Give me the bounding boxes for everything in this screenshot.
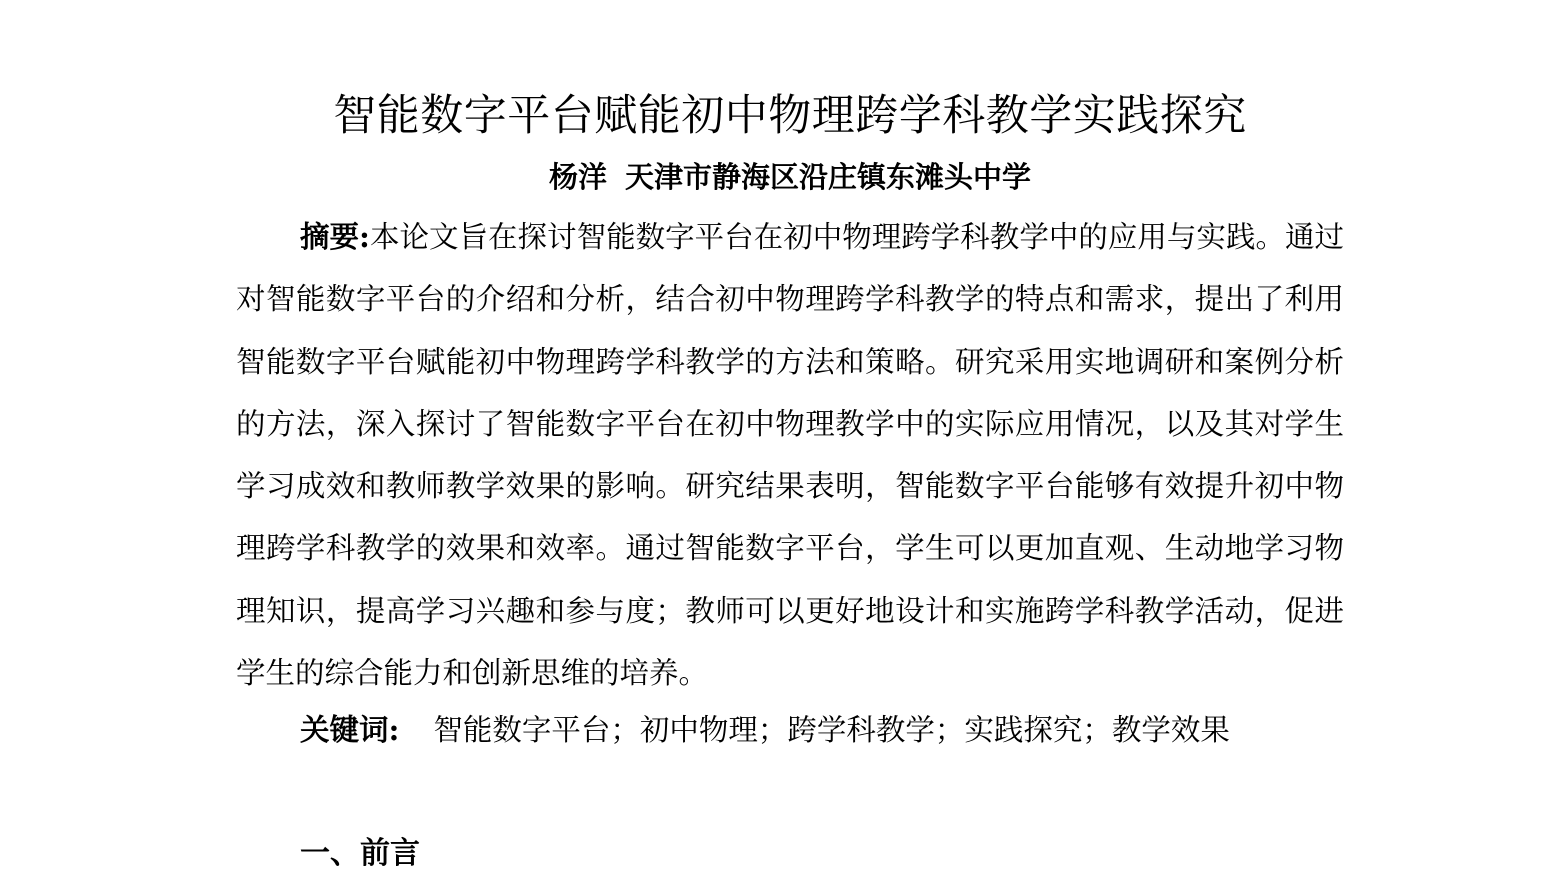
abstract-label: 摘要: [300,219,370,254]
paper-title: 智能数字平台赋能初中物理跨学科教学实践探究 [333,91,1247,141]
keywords-line [300,700,1230,760]
abstract-paragraph [236,206,1344,704]
author-affiliation: 天津市静海区沿庄镇东滩头中学 [625,160,1032,194]
keywords-label: 关键词: [300,712,400,747]
abstract-text: 本论文旨在探讨智能数字平台在初中物理跨学科教学中的应用与实践。通过对智能数字平台的介绍和分析，结合初中物理跨学科教学的特点和需求，提出了利用智能数字平台赋能初中物理跨学科教学的方法和策略。研究采用实地调研和案例分析的方法，深入探讨了智能数字平台在初中物理教学中的实际应用情况，以及其对学生学习成效和教师教学效果的影响。研究结果表明，智能数字平台能够有效提升初中物理跨学科教学的效果和效率。通过智能数字平台，学生可以更加直观、生动地学习物理知识，提高学习兴趣和参与度；教师可以更好地设计和实施跨学科教学活动，促进学生的综合能力和创新思维的培养。 [236,220,1344,691]
author-name: 杨洋 [548,160,607,194]
section-heading-introduction: 一、前言 [300,836,420,871]
keywords-text: 智能数字平台；初中物理；跨学科教学；实践探究；教学效果 [433,713,1230,747]
author-line [236,156,1344,198]
